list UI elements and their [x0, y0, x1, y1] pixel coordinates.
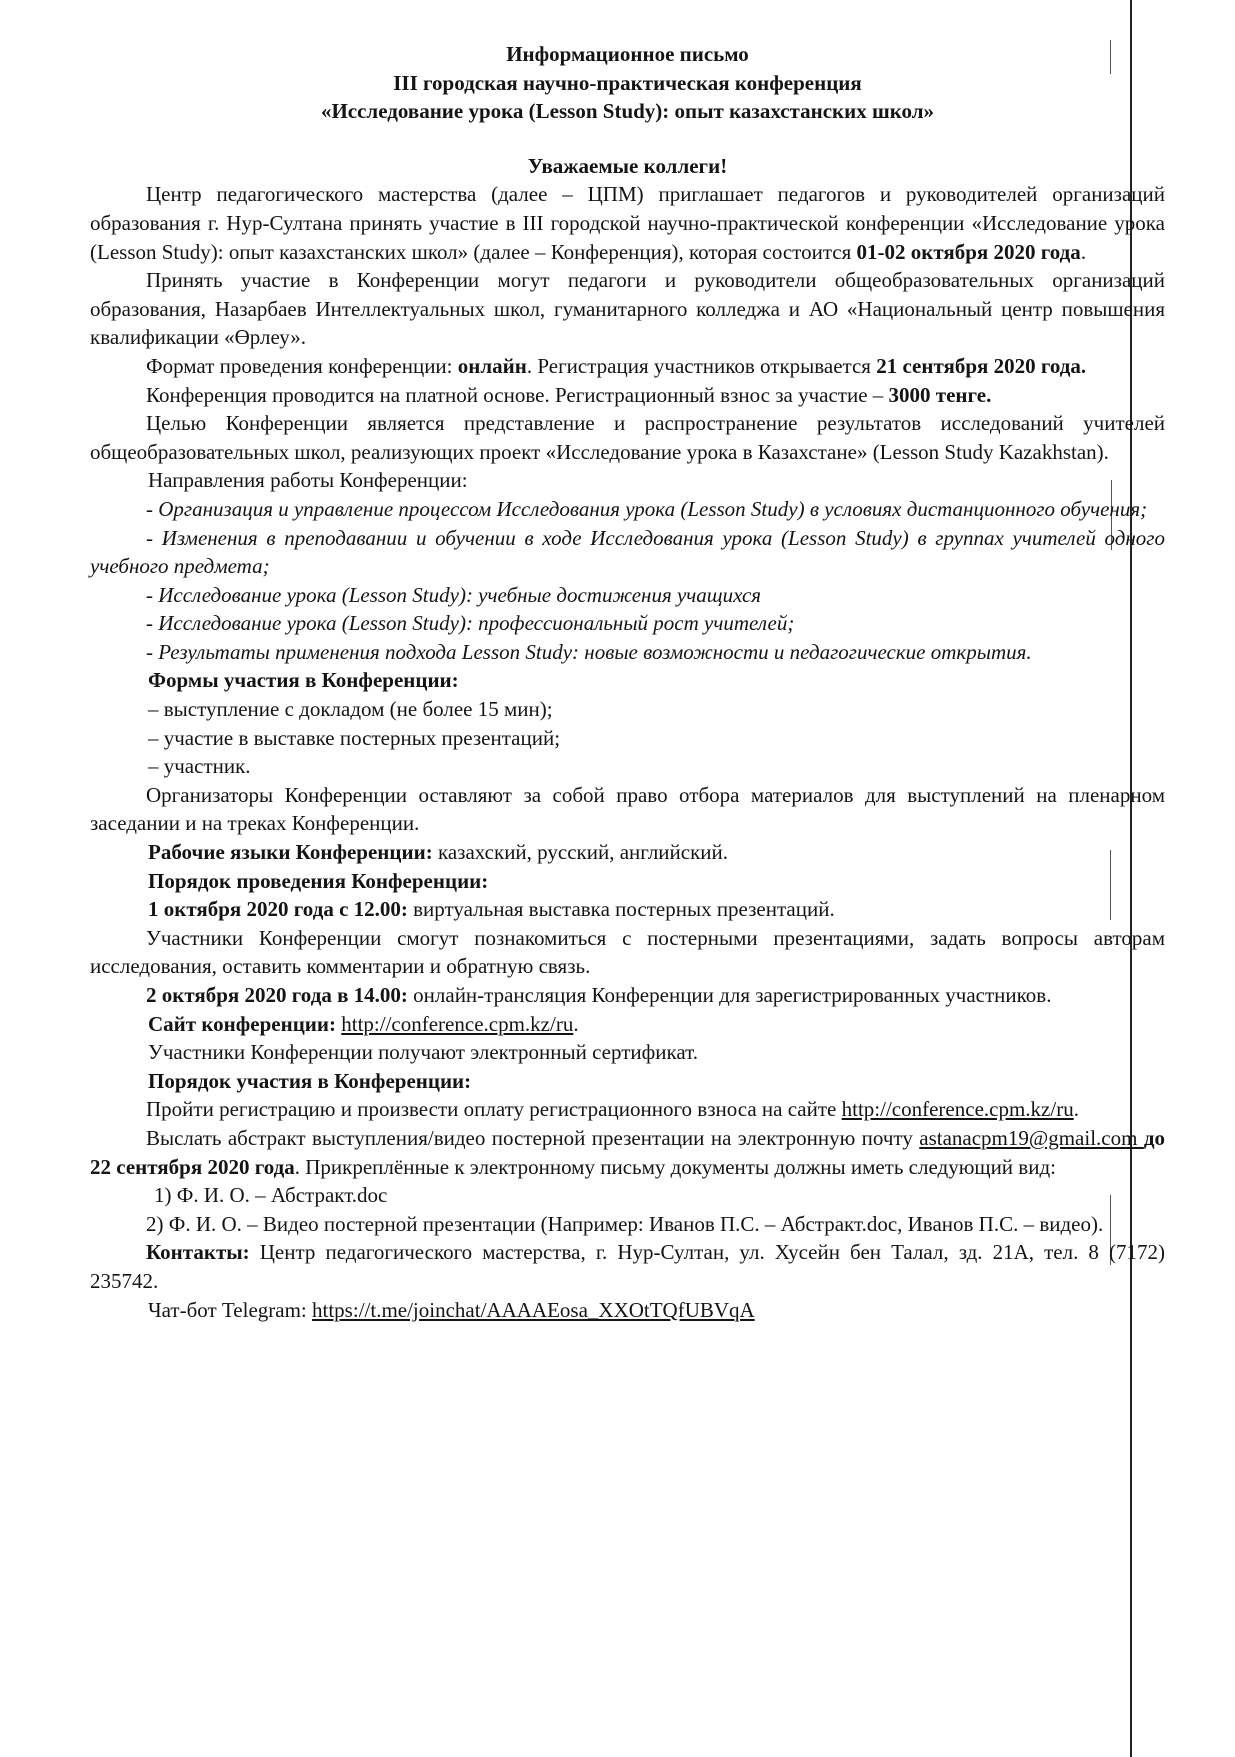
direction-item: - Результаты применения подхода Lesson Study: новые возможности и педагогические открытия.: [146, 639, 1032, 664]
submission-deadline: до 22 сентября 2020 года: [90, 1125, 1165, 1179]
format-paragraph: Формат проведения конференции: онлайн. Регистрация участников открывается 21 сентября 2020 года.: [146, 353, 1087, 378]
languages-line: Рабочие языки Конференции: казахский, русский, английский.: [148, 840, 729, 865]
site-line: Сайт конференции: http://conference.cpm.kz/ru.: [148, 1011, 579, 1036]
conference-name: «Исследование урока (Lesson Study): опыт казахстанских школ»: [320, 99, 935, 124]
registration-date: 21 сентября 2020 года.: [876, 353, 1087, 378]
conference-subtitle: III городская научно-практическая конференция: [393, 70, 862, 95]
direction-item: - Исследование урока (Lesson Study): учебные достижения учащихся: [146, 582, 762, 607]
site-link[interactable]: http://conference.cpm.kz/ru: [341, 1011, 574, 1036]
forms-heading: Формы участия в Конференции:: [148, 668, 459, 693]
intro-paragraph: Центр педагогического мастерства (далее – ЦПМ) приглашает педагогов и руководителей организаций образования г. Нур-Султана принять участие в III городской научно-практической конференции «Исследование урока (Lesson Study): опыт казахстанских школ» (далее – Конференция), которая состоится 01-02 октября 2020 года.: [90, 182, 1165, 264]
procedure-heading: Порядок проведения Конференции:: [148, 868, 489, 893]
letter-title: Информационное письмо: [506, 42, 749, 66]
day1-note: Участники Конференции смогут познакомиться с постерными презентациями, задать вопросы авторам исследования, оставить комментарии и обратную связь.: [90, 925, 1165, 979]
directions-heading: Направления работы Конференции:: [148, 468, 468, 493]
format-value: онлайн: [457, 353, 527, 378]
selection-note: Организаторы Конференции оставляют за собой право отбора материалов для выступлений на пленарном заседании и на треках Конференции.: [90, 782, 1165, 836]
fee-paragraph: Конференция проводится на платной основе. Регистрационный взнос за участие – 3000 тенге.: [146, 382, 992, 407]
greeting: Уважаемые коллеги!: [527, 153, 728, 178]
direction-item: - Исследование урока (Lesson Study): профессиональный рост учителей;: [146, 611, 795, 636]
file-format-item: 1) Ф. И. О. – Абстракт.doc: [154, 1183, 388, 1208]
eligibility-paragraph: Принять участие в Конференции могут педагоги и руководители общеобразовательных организаций образования, Назарбаев Интеллектуальных школ, гуманитарного колледжа и АО «Национальный центр повышения квалификации «Өрлеу».: [90, 268, 1165, 350]
form-item: – участник.: [148, 754, 251, 779]
goal-paragraph: Целью Конференции является представление и распространение результатов исследований учителей общеобразовательных школ, реализующих проект «Исследование урока в Казахстане» (Lesson Study Kazakhstan).: [90, 411, 1165, 464]
form-item: – выступление с докладом (не более 15 мин);: [148, 697, 553, 722]
participation-heading: Порядок участия в Конференции:: [148, 1068, 472, 1093]
registration-link[interactable]: http://conference.cpm.kz/ru: [841, 1097, 1074, 1122]
direction-item: - Организация и управление процессом Исследования урока (Lesson Study) в условиях дистанционного обучения;: [146, 496, 1148, 521]
participation-step-1: Пройти регистрацию и произвести оплату регистрационного взноса на сайте http://conference.cpm.kz/ru.: [146, 1097, 1079, 1122]
fee-amount: 3000 тенге.: [888, 382, 992, 407]
day1-line: 1 октября 2020 года с 12.00: виртуальная выставка постерных презентаций.: [148, 897, 835, 922]
form-item: – участие в выставке постерных презентаций;: [148, 725, 561, 750]
letter-body: [90, 40, 1165, 1324]
contacts-line: Контакты: Центр педагогического мастерства, г. Нур-Султан, ул. Хусейн бен Талал, зд. 21А, тел. 8 (7172) 235742.: [90, 1240, 1165, 1293]
certificate-line: Участники Конференции получают электронный сертификат.: [148, 1040, 698, 1065]
participation-step-2: Выслать абстракт выступления/видео постерной презентации на электронную почту astanacpm19@gmail.com до 22 сентября 2020 года. Прикреплённые к электронному письму документы должны иметь следующий вид:: [90, 1125, 1165, 1179]
direction-item: - Изменения в преподавании и обучении в ходе Исследования урока (Lesson Study) в группах учителей одного учебного предмета;: [90, 525, 1165, 579]
file-format-item: 2) Ф. И. О. – Видео постерной презентации (Например: Иванов П.С. – Абстракт.doc, Иванов П.С. – видео).: [146, 1211, 1104, 1236]
telegram-line: Чат-бот Telegram: https://t.me/joinchat/AAAAEosa_XXOtTQfUBVqA: [148, 1297, 755, 1322]
day2-line: 2 октября 2020 года в 14.00: онлайн-трансляция Конференции для зарегистрированных участников.: [146, 983, 1052, 1007]
conference-dates: 01-02 октября 2020 года: [856, 239, 1081, 264]
email-link[interactable]: astanacpm19@gmail.com: [919, 1125, 1144, 1150]
telegram-link[interactable]: https://t.me/joinchat/AAAAEosa_XXOtTQfUBVqA: [312, 1297, 755, 1322]
